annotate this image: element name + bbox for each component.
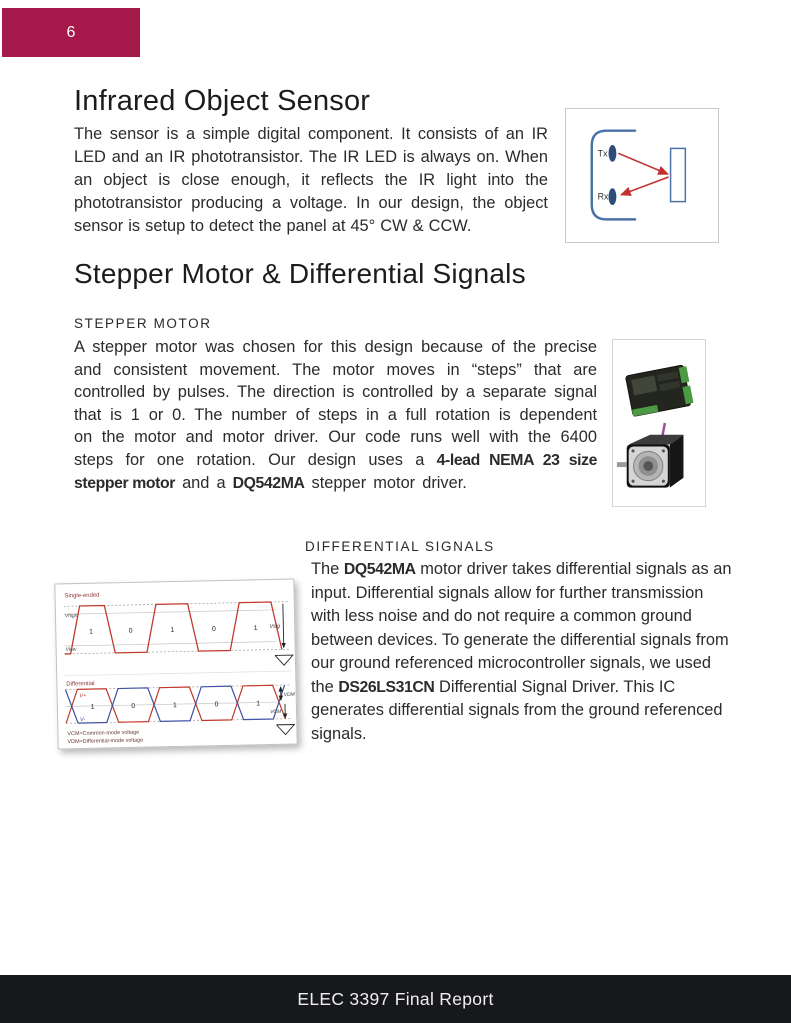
paragraph-stepper xyxy=(74,336,597,496)
stepper-motor-shape xyxy=(617,423,684,488)
bit-top-2: 0 xyxy=(128,627,133,635)
page-number-box xyxy=(2,8,140,57)
vdm-label: VDM xyxy=(283,692,295,698)
diff-term-dq542ma: DQ542MA xyxy=(343,561,416,578)
bit-bot-5: 1 xyxy=(256,700,261,708)
differential-label: Differential xyxy=(66,681,95,688)
stepper-text-3: stepper motor driver. xyxy=(304,474,467,492)
ground-symbol-top xyxy=(275,655,293,665)
panel-shape xyxy=(671,148,686,201)
footer-bar xyxy=(0,975,791,1023)
diff-text-2: motor driver takes differential signals as an input. Differential signals allow for further transmission with less noise and do not require a common ground between devices. To generate the differential signals from our ground referenced microcontroller signals, we used the xyxy=(311,560,732,696)
figure-differential-waveforms xyxy=(54,579,297,750)
vminus-label: V- xyxy=(79,716,86,724)
diff-term-ds26ls31cn: DS26LS31CN xyxy=(338,678,435,696)
legend-vdm: VDM=Differential-mode voltage xyxy=(67,737,144,746)
motor-photo-graphic xyxy=(613,340,705,506)
ground-symbol-bottom xyxy=(276,725,294,735)
rx-label: Rx xyxy=(597,191,609,202)
bit-bot-2: 0 xyxy=(131,703,136,711)
stepper-term-nema: 4-lead NEMA 23 size stepper motor xyxy=(74,451,597,492)
waveform-graphic xyxy=(55,580,296,749)
rx-receiver-shape xyxy=(609,188,617,205)
section-title-infrared: Infrared Object Sensor xyxy=(74,85,371,117)
single-ended-label: Single-ended xyxy=(64,592,100,600)
page-number: 6 xyxy=(66,23,76,41)
paragraph-infrared: The sensor is a simple digital component. It consists of an IR LED and an IR phototransistor. The IR LED is always on. When an object is close enough, it reflects the IR light into the phototransistor producing a voltage. In our design, the object sensor is setup to detect the panel at 45° CW & CCW. xyxy=(74,125,548,235)
tx-label: Tx xyxy=(597,148,608,159)
bit-top-3: 1 xyxy=(170,626,175,634)
vhigh-label: Vhigh xyxy=(64,613,78,620)
vplus-label: V+ xyxy=(79,693,87,700)
subheading-stepper-motor: STEPPER MOTOR xyxy=(74,316,212,331)
bit-top-5: 1 xyxy=(253,625,258,633)
vlow-label: Vlow xyxy=(65,647,77,653)
bit-bot-1: 1 xyxy=(90,703,95,711)
figure-ir-sensor-diagram xyxy=(565,108,719,243)
diff-text-1: The xyxy=(311,560,344,578)
ir-beam-return xyxy=(621,177,668,195)
ir-diagram-graphic xyxy=(566,109,718,242)
vsig-arrow xyxy=(283,604,284,648)
sensor-housing-shape xyxy=(592,131,635,220)
paragraph-differential xyxy=(311,558,735,746)
vcm-label: VCM xyxy=(270,709,282,716)
bit-bot-4: 0 xyxy=(214,701,219,709)
stepper-term-dq542ma: DQ542MA xyxy=(232,475,305,492)
motor-driver-shape xyxy=(625,364,693,416)
stepper-text-2: and a xyxy=(175,474,233,492)
figure-motor-photo xyxy=(612,339,706,507)
tx-emitter-shape xyxy=(609,145,617,162)
bit-top-1: 1 xyxy=(89,628,94,636)
legend-vcm: VCM=Common-mode voltage xyxy=(67,729,140,738)
ir-beam-out xyxy=(618,153,667,174)
vsig-label: Vsig xyxy=(269,623,281,630)
bit-top-4: 0 xyxy=(211,625,216,634)
section-title-stepper-diff: Stepper Motor & Differential Signals xyxy=(74,258,526,289)
footer-title: ELEC 3397 Final Report xyxy=(297,988,494,1009)
diff-text-3: Differential Signal Driver. This IC generates differential signals from the ground referenced signals. xyxy=(311,677,723,743)
subheading-differential-signals: DIFFERENTIAL SIGNALS xyxy=(305,539,495,554)
stepper-text-1: A stepper motor was chosen for this design because of the precise and consistent movement. The motor moves in “steps” that are controlled by pulses. The direction is controlled by a separate signal that is 1 or 0. The number of steps in a full rotation is dependent on the motor and motor driver. Our code runs well with the 6400 steps for one rotation. Our design uses a xyxy=(74,338,597,469)
bit-bot-3: 1 xyxy=(172,702,177,710)
